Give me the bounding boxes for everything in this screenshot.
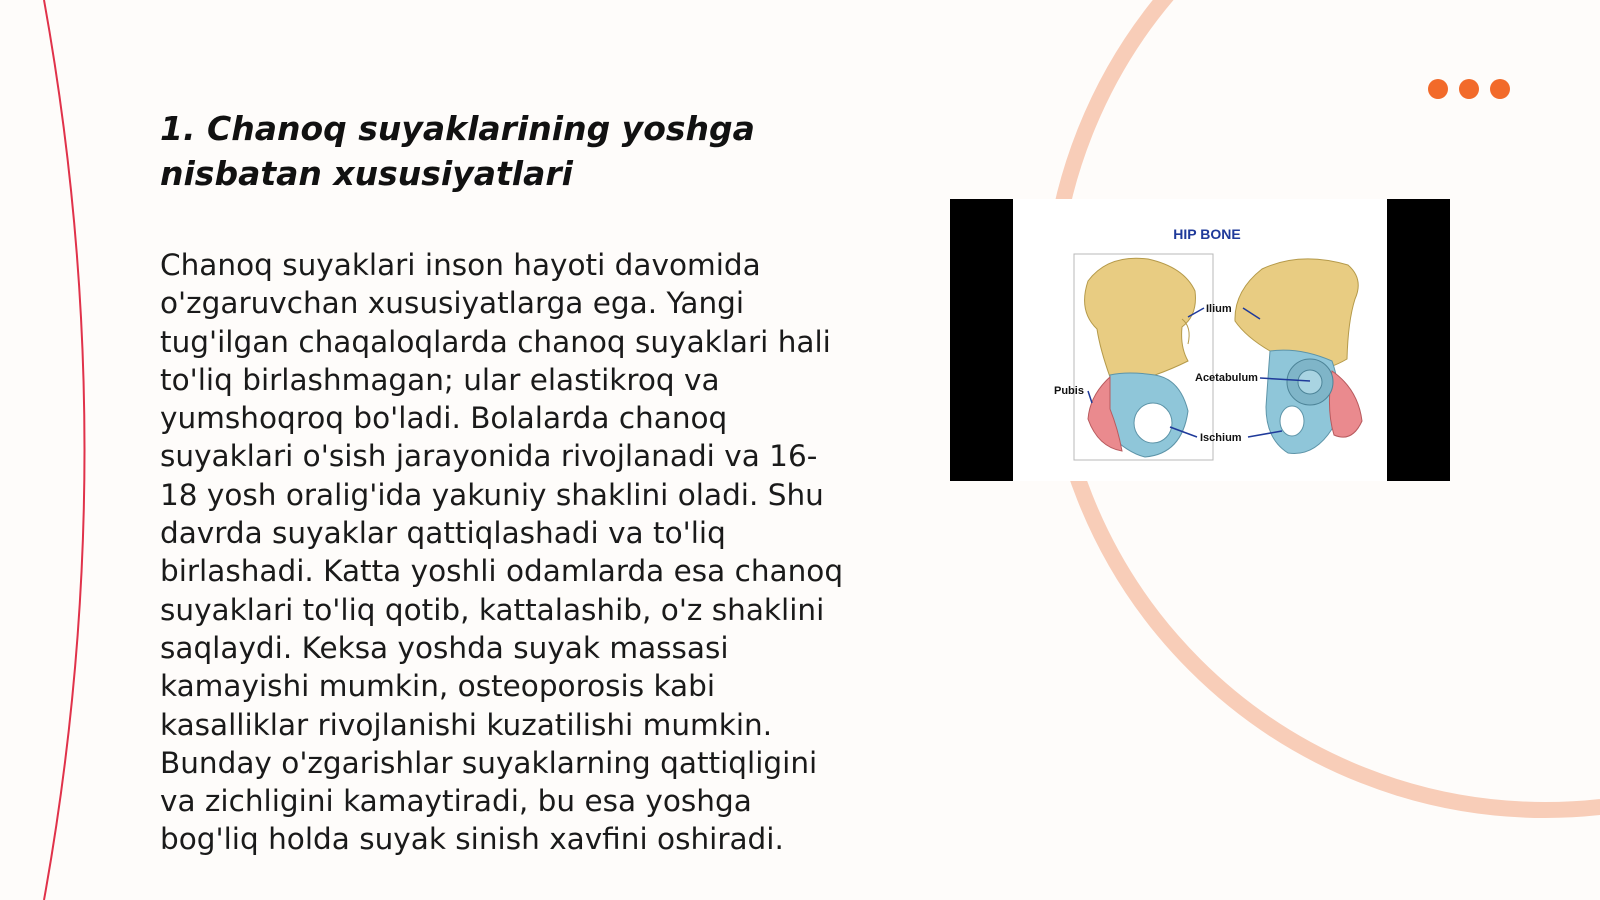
left-accent-line <box>44 0 85 900</box>
pubis-pointer <box>1088 391 1092 403</box>
right-hip-bone <box>1235 259 1362 454</box>
label-ilium: Ilium <box>1206 303 1232 315</box>
dot-icon <box>1428 79 1448 99</box>
slide-body-text: Chanoq suyaklari inson hayoti davomida o'zgaruvchan xususiyatlarga ega. Yangi tug'ilgan chaqaloqlarda chanoq suyaklari hali to'liq birlashmagan; ular elastikroq va yumshoqroq bo'ladi. Bolalarda chanoq suyaklari o'sish jarayonida rivojlanadi va 16-18 yosh oralig'ida yakuniy shaklini oladi. Shu davrda suyaklar qattiqlashadi va to'liq birlashadi. Katta yoshli odamlarda esa chanoq suyaklari to'liq qotib, kattalashib, o'z shaklini saqlaydi. Keksa yoshda suyak massasi kamayishi mumkin, osteoporosis kabi kasalliklar rivojlanishi kuzatilishi mumkin. Bunday o'zgarishlar suyaklarning qattiqligini va zichligini kamaytiradi, bu esa yoshga bog'liq holda suyak sinish xavfini oshiradi. <box>160 248 844 857</box>
left-black-bar <box>950 199 1013 481</box>
dot-icon <box>1490 79 1510 99</box>
right-black-bar <box>1387 199 1450 481</box>
hip-bone-illustration <box>950 199 1450 481</box>
hip-bone-figure <box>950 199 1450 481</box>
label-pubis: Pubis <box>1054 385 1084 397</box>
dots-decoration <box>1428 79 1510 99</box>
left-hip-bone <box>1085 258 1196 457</box>
figure-title: HIP BONE <box>1173 226 1241 242</box>
label-ischium: Ischium <box>1200 432 1242 444</box>
slide-title: 1. Chanoq suyaklarining yoshga nisbatan xususiyatlari <box>160 109 755 193</box>
label-acetabulum: Acetabulum <box>1195 372 1258 384</box>
dot-icon <box>1459 79 1479 99</box>
